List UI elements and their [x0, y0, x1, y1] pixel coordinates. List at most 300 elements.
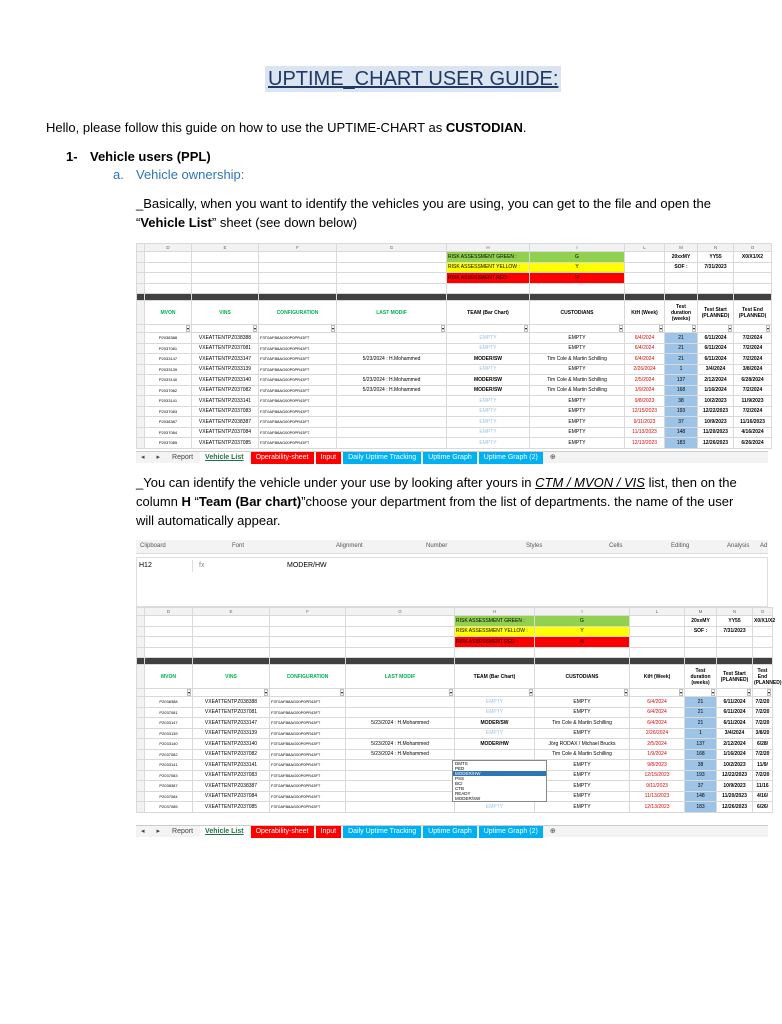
table-cell[interactable]: VXEATTENTPZ037084 [192, 427, 259, 438]
table-cell[interactable]: P2038387 [145, 417, 192, 428]
table-cell[interactable]: 9/11/2023 [630, 781, 685, 792]
dark-band [145, 294, 192, 301]
filter-dropdown-icon[interactable]: ▾ [186, 326, 189, 331]
sheet-tab[interactable]: Vehicle List [200, 826, 249, 838]
table-cell[interactable]: 6/11/2024 [698, 354, 734, 365]
row-number [137, 718, 145, 729]
table-cell[interactable]: 6/11/2024 [717, 718, 753, 729]
table-cell[interactable]: EMPTY [455, 697, 535, 708]
table-cell[interactable]: 21 [685, 718, 717, 729]
dropdown-option[interactable]: PSS [455, 776, 465, 781]
table-cell[interactable]: 11/16 [753, 781, 773, 792]
nav-right-icon[interactable]: ▸ [156, 827, 161, 835]
table-cell[interactable]: P2037081 [145, 343, 192, 354]
table-cell[interactable]: MODER/HW [455, 739, 535, 750]
table-cell[interactable]: MODER/SW [447, 375, 530, 386]
table-cell[interactable]: 38 [685, 760, 717, 771]
table-cell[interactable]: Tim Cole & Martin Schilling [530, 385, 625, 396]
table-cell[interactable]: F3T0AFB8AG00P0PR43FT [259, 438, 337, 449]
table-cell[interactable]: EMPTY [447, 438, 530, 449]
table-cell[interactable]: 37 [685, 781, 717, 792]
table-cell[interactable]: EMPTY [530, 343, 625, 354]
table-cell[interactable]: P2037083 [145, 770, 193, 781]
formula-value[interactable]: MODER/HW [287, 562, 327, 569]
filter-dropdown-icon[interactable]: ▾ [331, 326, 334, 331]
table-cell[interactable]: F3T0AFB8AG00P0PR43FT [270, 770, 346, 781]
table-cell[interactable]: 2/12/2024 [717, 739, 753, 750]
team-dropdown-list[interactable] [452, 760, 547, 802]
table-cell[interactable]: EMPTY [535, 707, 630, 718]
table-cell[interactable]: 137 [685, 739, 717, 750]
table-cell[interactable]: VXEATTENTPZ037083 [192, 406, 259, 417]
nav-left-icon[interactable]: ◂ [141, 827, 145, 835]
sheet-tab[interactable]: Uptime Graph (2) [479, 826, 543, 838]
table-cell[interactable]: P2033139 [145, 728, 193, 739]
table-cell[interactable]: 38 [665, 396, 698, 407]
cell [259, 273, 337, 284]
table-cell[interactable]: MODER/SW [447, 385, 530, 396]
table-cell[interactable]: Tim Cole & Martin Schilling [530, 375, 625, 386]
table-cell[interactable] [346, 697, 455, 708]
table-cell[interactable]: F3T0AFB8AG00P0PR43FT [270, 749, 346, 760]
table-cell[interactable]: F3T0AFB8AG00P0PR43FT [259, 364, 337, 375]
table-cell[interactable]: 6/4/2024 [625, 343, 665, 354]
dropdown-option[interactable]: PED [455, 766, 465, 771]
dropdown-option[interactable]: MODER/HW [453, 771, 546, 776]
table-row [137, 739, 773, 750]
table-cell[interactable]: 12/15/2023 [630, 770, 685, 781]
filter-dropdown-icon[interactable]: ▾ [253, 326, 256, 331]
table-cell[interactable]: 4/16/ [753, 791, 773, 802]
table-cell[interactable]: P2033141 [145, 760, 193, 771]
table-cell[interactable]: F3T0AFB8AG00P0PR43FT [270, 802, 346, 813]
table-cell[interactable]: 6/11/2024 [698, 333, 734, 344]
table-cell[interactable]: F3T0AFB8AG00P0PR43FT [259, 343, 337, 354]
table-cell[interactable]: 6/11/2024 [717, 697, 753, 708]
sheet-tab[interactable]: Operability-sheet [251, 452, 314, 464]
table-cell[interactable]: 3/4/2024 [698, 364, 734, 375]
filter-cell [698, 325, 734, 333]
name-box[interactable]: H12 [137, 560, 193, 572]
table-cell[interactable]: EMPTY [447, 364, 530, 375]
table-cell[interactable]: P2038387 [145, 781, 193, 792]
table-cell[interactable] [346, 707, 455, 718]
table-cell[interactable]: 2/26/2024 [630, 728, 685, 739]
table-cell[interactable]: F3T0AFB8AG00P0PR43FT [270, 707, 346, 718]
table-cell[interactable]: VXEATTENTPZ033147 [192, 354, 259, 365]
table-cell[interactable]: EMPTY [535, 791, 630, 802]
table-cell[interactable]: Tim Cole & Martin Schilling [535, 749, 630, 760]
filter-dropdown-icon[interactable]: ▾ [692, 326, 695, 331]
filter-dropdown-icon[interactable]: ▾ [619, 326, 622, 331]
table-cell[interactable]: 6/26/2024 [734, 438, 772, 449]
table-cell[interactable] [346, 728, 455, 739]
table-cell[interactable]: 183 [665, 438, 698, 449]
filter-dropdown-icon[interactable]: ▾ [711, 690, 714, 695]
table-cell[interactable]: 11/16/2023 [734, 417, 772, 428]
row-number [137, 438, 145, 449]
filter-dropdown-icon[interactable]: ▾ [441, 326, 444, 331]
sheet-tab[interactable]: Operability-sheet [251, 826, 314, 838]
table-cell[interactable]: EMPTY [447, 333, 530, 344]
table-cell[interactable]: 7/2/2024 [734, 385, 772, 396]
sheet-tab[interactable]: Uptime Graph [423, 452, 477, 464]
table-cell[interactable]: EMPTY [455, 728, 535, 739]
table-cell[interactable]: 5/23/2024 : H.Mohammed [346, 749, 455, 760]
sheet-tab[interactable]: Report [172, 453, 194, 461]
table-cell[interactable]: EMPTY [535, 697, 630, 708]
filter-cell [734, 325, 772, 333]
table-cell[interactable]: Tim Cole & Martin Schilling [535, 718, 630, 729]
table-cell[interactable]: VXEATTENTPZ033141 [193, 760, 270, 771]
table-cell[interactable]: 12/13/2023 [630, 802, 685, 813]
table-cell[interactable]: VXEATTENTPZ033139 [192, 364, 259, 375]
filter-dropdown-icon[interactable]: ▾ [340, 690, 343, 695]
paragraph-1: _Basically, when you want to identify the vehicles you are using, you can get to the file and open the “Vehicle List” sheet (see down below) [136, 196, 712, 230]
column-header: MVON [145, 301, 192, 325]
filter-dropdown-icon[interactable]: ▾ [187, 690, 190, 695]
row-number [137, 354, 145, 365]
table-cell[interactable]: 3/8/20 [753, 728, 773, 739]
table-cell[interactable]: P2033140 [145, 375, 192, 386]
table-cell[interactable]: MODER/SW [455, 718, 535, 729]
table-cell[interactable]: P2033140 [145, 739, 193, 750]
table-cell[interactable]: 21 [685, 697, 717, 708]
table-cell[interactable]: 3/8/2024 [734, 364, 772, 375]
table-cell[interactable] [337, 406, 447, 417]
dropdown-option[interactable]: CTB [455, 786, 464, 791]
add-sheet-icon[interactable]: ⊕ [549, 827, 556, 835]
table-cell[interactable]: 193 [685, 770, 717, 781]
table-cell[interactable]: VXEATTENTPZ037081 [192, 343, 259, 354]
table-cell[interactable]: 6/11/2024 [698, 343, 734, 354]
table-row [137, 749, 773, 760]
filter-dropdown-icon[interactable]: ▾ [747, 690, 750, 695]
table-cell[interactable]: 10/9/2023 [717, 781, 753, 792]
table-cell[interactable] [346, 770, 455, 781]
table-cell[interactable]: 7/2/2024 [734, 354, 772, 365]
table-cell[interactable]: EMPTY [530, 364, 625, 375]
table-cell[interactable]: 6/4/2024 [630, 707, 685, 718]
table-cell[interactable]: 21 [665, 354, 698, 365]
table-cell[interactable]: 12/22/2023 [717, 770, 753, 781]
cell [145, 262, 192, 273]
table-cell[interactable]: 2/5/2024 [625, 375, 665, 386]
table-cell[interactable]: 168 [665, 385, 698, 396]
table-cell[interactable]: 5/23/2024 : H.Mohammed [346, 739, 455, 750]
table-cell[interactable]: VXEATTENTPZ037085 [193, 802, 270, 813]
table-cell[interactable]: EMPTY [447, 427, 530, 438]
table-cell[interactable]: 9/11/2023 [625, 417, 665, 428]
table-row [137, 364, 772, 375]
table-cell[interactable]: F3T0AFB8AG00P0PR43FT [259, 406, 337, 417]
table-cell[interactable]: P2037084 [145, 427, 192, 438]
table-cell[interactable] [337, 427, 447, 438]
table-cell[interactable]: VXEATTENTPZ038387 [193, 781, 270, 792]
filter-cell [346, 689, 455, 697]
table-cell[interactable]: 183 [685, 802, 717, 813]
sof-label: SOF : [685, 626, 717, 637]
table-cell[interactable]: 12/22/2023 [698, 406, 734, 417]
table-cell[interactable] [346, 781, 455, 792]
filter-dropdown-icon[interactable]: ▾ [524, 326, 527, 331]
table-cell[interactable] [346, 802, 455, 813]
table-cell[interactable]: Jörg RODAX / Michael Brucks [535, 739, 630, 750]
formula-bar [136, 557, 768, 607]
table-cell[interactable]: 9/8/2023 [630, 760, 685, 771]
table-cell[interactable]: VXEATTENTPZ038388 [193, 697, 270, 708]
sheet-tab[interactable]: Uptime Graph [423, 826, 477, 838]
table-cell[interactable]: VXEATTENTPZ037082 [193, 749, 270, 760]
table-cell[interactable]: VXEATTENTPZ033140 [193, 739, 270, 750]
ribbon-group-label: Number [426, 543, 448, 549]
table-cell[interactable]: 10/2/2023 [698, 396, 734, 407]
table-cell[interactable]: 137 [665, 375, 698, 386]
filter-dropdown-icon[interactable]: ▾ [728, 326, 731, 331]
table-cell[interactable]: VXEATTENTPZ037083 [193, 770, 270, 781]
table-cell[interactable]: F3T0AFB8AG00P0PR43FT [270, 781, 346, 792]
table-cell[interactable]: 7/2/20 [753, 770, 773, 781]
table-cell[interactable]: 12/26/2023 [698, 438, 734, 449]
table-cell[interactable]: EMPTY [530, 417, 625, 428]
table-cell[interactable]: 11/20/2023 [717, 791, 753, 802]
table-cell[interactable]: F3T0AFB8AG00P0PR43FT [270, 739, 346, 750]
table-cell[interactable]: Tim Cole & Martin Schilling [530, 354, 625, 365]
table-cell[interactable]: 12/15/2023 [625, 406, 665, 417]
table-cell[interactable]: 37 [665, 417, 698, 428]
table-cell[interactable]: VXEATTENTPZ033140 [192, 375, 259, 386]
table-cell[interactable]: EMPTY [530, 396, 625, 407]
table-cell[interactable]: F3T0AFB8AG00P0PR43FT [270, 718, 346, 729]
sof-value: 7/31/2023 [717, 626, 753, 637]
table-cell[interactable]: P2037085 [145, 438, 192, 449]
table-cell[interactable]: 12/13/2023 [625, 438, 665, 449]
table-cell[interactable]: EMPTY [535, 728, 630, 739]
table-cell[interactable]: 21 [665, 343, 698, 354]
document-title: UPTIME_CHART USER GUIDE: [265, 66, 561, 92]
table-cell[interactable]: 1/9/2024 [625, 385, 665, 396]
table-cell[interactable]: 193 [665, 406, 698, 417]
table-cell[interactable]: 12/26/2023 [717, 802, 753, 813]
dropdown-option[interactable]: MODER/SW [455, 796, 481, 801]
table-cell[interactable] [337, 364, 447, 375]
table-cell[interactable]: F3T0AFB8AG00P0PR43FT [270, 791, 346, 802]
filter-dropdown-icon[interactable]: ▾ [529, 690, 532, 695]
table-cell[interactable]: 1/16/2024 [717, 749, 753, 760]
filter-dropdown-icon[interactable]: ▾ [659, 326, 662, 331]
table-cell[interactable]: 6/4/2024 [630, 718, 685, 729]
table-cell[interactable]: EMPTY [530, 333, 625, 344]
cell [259, 283, 337, 294]
table-cell[interactable]: P2037082 [145, 385, 192, 396]
table-cell[interactable]: MODER/SW [447, 354, 530, 365]
sheet-tab[interactable]: Uptime Graph (2) [479, 452, 543, 464]
table-cell[interactable]: P2033139 [145, 364, 192, 375]
table-cell[interactable]: EMPTY [530, 406, 625, 417]
table-cell[interactable] [337, 396, 447, 407]
table-cell[interactable]: VXEATTENTPZ038387 [192, 417, 259, 428]
table-cell[interactable]: 5/23/2024 : H.Mohammed [337, 375, 447, 386]
table-cell[interactable]: VXEATTENTPZ033147 [193, 718, 270, 729]
nav-left-icon[interactable]: ◂ [141, 453, 145, 461]
table-cell[interactable]: F3T0AFB8AG00P0PR43FT [259, 333, 337, 344]
table-cell[interactable]: VXEATTENTPZ037085 [192, 438, 259, 449]
table-cell[interactable]: F3T0AFB8AG00P0PR43FT [259, 427, 337, 438]
sheet-tab[interactable]: Vehicle List [200, 452, 249, 464]
table-cell[interactable]: VXEATTENTPZ038388 [192, 333, 259, 344]
cell [685, 637, 717, 648]
table-cell[interactable]: F3T0AFB8AG00P0PR43FT [259, 385, 337, 396]
table-cell[interactable]: 6/26/ [753, 802, 773, 813]
table-cell[interactable] [346, 791, 455, 802]
table-cell[interactable]: F3T0AFB8AG00P0PR43FT [270, 697, 346, 708]
sheet-tab[interactable]: Daily Uptime Tracking [343, 826, 421, 838]
table-cell[interactable] [455, 749, 535, 760]
sheet-tab[interactable]: Report [172, 827, 194, 835]
table-cell[interactable] [337, 438, 447, 449]
dropdown-option[interactable]: READY [455, 791, 471, 796]
table-cell[interactable]: F3T0AFB8AG00P0PR43FT [270, 728, 346, 739]
filter-dropdown-icon[interactable]: ▾ [679, 690, 682, 695]
table-cell[interactable]: EMPTY [530, 438, 625, 449]
add-sheet-icon[interactable]: ⊕ [549, 453, 556, 461]
nav-right-icon[interactable]: ▸ [156, 453, 161, 461]
table-cell[interactable]: 168 [685, 749, 717, 760]
table-cell[interactable] [337, 333, 447, 344]
row-number [137, 707, 145, 718]
table-cell[interactable]: P2033147 [145, 718, 193, 729]
table-cell[interactable]: 7/2/20 [753, 707, 773, 718]
table-cell[interactable]: 6/11/2024 [717, 707, 753, 718]
table-cell[interactable]: VXEATTENTPZ037081 [193, 707, 270, 718]
table-cell[interactable]: 1 [685, 728, 717, 739]
table-cell[interactable]: P2037082 [145, 749, 193, 760]
table-cell[interactable]: 6/28/ [753, 739, 773, 750]
table-cell[interactable]: 5/23/2024 : H.Mohammed [346, 718, 455, 729]
table-cell[interactable] [346, 760, 455, 771]
table-cell[interactable]: 6/28/2024 [734, 375, 772, 386]
filter-dropdown-icon[interactable]: ▾ [766, 326, 769, 331]
table-cell[interactable]: 7/2/2024 [734, 343, 772, 354]
table-cell[interactable]: 5/23/2024 : H.Mohammed [337, 354, 447, 365]
table-cell[interactable]: VXEATTENTPZ037084 [193, 791, 270, 802]
table-cell[interactable]: EMPTY [535, 802, 630, 813]
table-cell[interactable]: EMPTY [455, 802, 535, 813]
table-cell[interactable]: P2037085 [145, 802, 193, 813]
table-cell[interactable]: P2037084 [145, 791, 193, 802]
table-cell[interactable]: F3T0AFB8AG00P0PR43FT [259, 375, 337, 386]
table-cell[interactable]: 21 [665, 333, 698, 344]
table-cell[interactable]: 1 [665, 364, 698, 375]
filter-dropdown-icon[interactable]: ▾ [449, 690, 452, 695]
table-cell[interactable]: 9/8/2023 [625, 396, 665, 407]
table-cell[interactable]: 148 [685, 791, 717, 802]
table-cell[interactable]: 6/4/2024 [625, 354, 665, 365]
table-cell[interactable]: 3/4/2024 [717, 728, 753, 739]
table-cell[interactable]: VXEATTENTPZ033139 [193, 728, 270, 739]
column-header: CONFIGURATION [270, 665, 346, 689]
table-cell[interactable]: P2038388 [145, 333, 192, 344]
table-cell[interactable]: 11/13/2023 [625, 427, 665, 438]
dropdown-option[interactable]: DMTS [455, 761, 468, 766]
table-cell[interactable]: 148 [665, 427, 698, 438]
column-header: TEAM (Bar Chart) [447, 301, 530, 325]
table-cell[interactable]: P2037081 [145, 707, 193, 718]
filter-dropdown-icon[interactable]: ▾ [767, 690, 770, 695]
table-cell[interactable]: EMPTY [447, 417, 530, 428]
table-cell[interactable]: 11/20/2023 [698, 427, 734, 438]
table-cell[interactable]: P2033141 [145, 396, 192, 407]
table-cell[interactable]: EMPTY [535, 781, 630, 792]
table-cell[interactable]: 11/9/2023 [734, 396, 772, 407]
table-cell[interactable]: VXEATTENTPZ037082 [192, 385, 259, 396]
table-cell[interactable]: 2/26/2024 [625, 364, 665, 375]
table-cell[interactable]: 10/9/2023 [698, 417, 734, 428]
table-cell[interactable]: F3T0AFB8AG00P0PR43FT [259, 354, 337, 365]
table-cell[interactable]: EMPTY [447, 343, 530, 354]
table-cell[interactable]: EMPTY [530, 427, 625, 438]
table-cell[interactable]: 5/23/2024 : H.Mohammed [337, 385, 447, 396]
column-header: CONFIGURATION [259, 301, 337, 325]
table-cell[interactable]: 1/9/2024 [630, 749, 685, 760]
table-cell[interactable]: P2033147 [145, 354, 192, 365]
spreadsheet-screenshot-2 [136, 607, 782, 837]
table-cell[interactable] [337, 343, 447, 354]
table-cell[interactable]: VXEATTENTPZ033141 [192, 396, 259, 407]
table-cell[interactable]: 7/2/20 [753, 718, 773, 729]
dropdown-option[interactable]: BCI [455, 781, 463, 786]
column-header: Test duration (weeks) [665, 301, 698, 325]
table-cell[interactable]: 2/5/2024 [630, 739, 685, 750]
table-cell[interactable]: 6/4/2024 [630, 697, 685, 708]
sheet-tab[interactable]: Daily Uptime Tracking [343, 452, 421, 464]
table-row [137, 406, 772, 417]
table-cell[interactable] [337, 417, 447, 428]
cell [698, 273, 734, 284]
table-cell[interactable]: 6/4/2024 [625, 333, 665, 344]
table-cell[interactable]: 21 [685, 707, 717, 718]
table-cell[interactable]: 2/12/2024 [698, 375, 734, 386]
column-letter: O [753, 608, 773, 616]
table-cell[interactable]: EMPTY [455, 707, 535, 718]
table-cell[interactable]: 1/16/2024 [698, 385, 734, 396]
sheet-tabs [136, 451, 768, 463]
table-cell[interactable]: 11/13/2023 [630, 791, 685, 802]
table-cell[interactable]: 4/16/2024 [734, 427, 772, 438]
table-cell[interactable]: F3T0AFB8AG00P0PR43FT [270, 760, 346, 771]
table-cell[interactable]: EMPTY [535, 760, 630, 771]
table-cell[interactable]: 11/9/ [753, 760, 773, 771]
filter-dropdown-icon[interactable]: ▾ [624, 690, 627, 695]
table-cell[interactable]: F3T0AFB8AG00P0PR43FT [259, 417, 337, 428]
filter-dropdown-icon[interactable]: ▾ [264, 690, 267, 695]
table-cell[interactable]: 7/2/2024 [734, 333, 772, 344]
sheet-tab[interactable]: Input [316, 452, 342, 464]
table-cell[interactable]: EMPTY [447, 396, 530, 407]
table-cell[interactable]: 10/2/2023 [717, 760, 753, 771]
table-cell[interactable]: 7/2/20 [753, 749, 773, 760]
row-number [137, 406, 145, 417]
table-cell[interactable]: F3T0AFB8AG00P0PR43FT [259, 396, 337, 407]
cell [137, 616, 145, 627]
table-cell[interactable]: 7/2/2024 [734, 406, 772, 417]
table-cell[interactable]: P2038388 [145, 697, 193, 708]
table-cell[interactable]: EMPTY [447, 406, 530, 417]
table-cell[interactable]: EMPTY [535, 770, 630, 781]
table-cell[interactable]: P2037083 [145, 406, 192, 417]
table-cell[interactable]: 7/2/20 [753, 697, 773, 708]
sheet-tab[interactable]: Input [316, 826, 342, 838]
